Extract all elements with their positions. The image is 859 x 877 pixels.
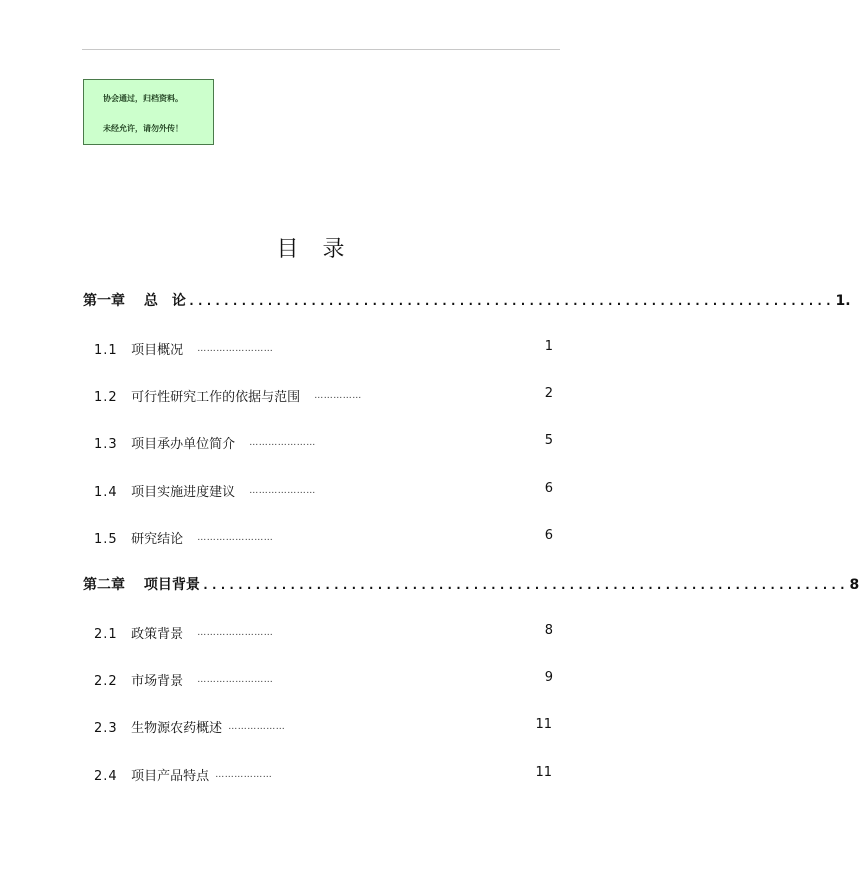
chapter-page: 1.	[835, 293, 851, 309]
section-page: 6	[544, 528, 553, 543]
leader-dots: ……………………	[197, 675, 274, 685]
chapter-label: 第一章 总 论	[83, 293, 186, 309]
toc-section-2-1[interactable]	[94, 623, 273, 643]
section-page: 8	[544, 623, 553, 638]
toc-section-1-2[interactable]	[94, 386, 362, 406]
stamp-line-1: 协会通过，归档资料。	[103, 94, 183, 103]
section-number: 2.4	[94, 769, 118, 784]
chapter-label: 第二章 项目背景	[83, 577, 200, 593]
leader-dots: ……………………	[197, 533, 274, 543]
toc-section-1-4[interactable]	[94, 481, 316, 501]
chapter-page: 8	[849, 577, 859, 593]
toc-section-2-2[interactable]	[94, 670, 273, 690]
toc-chapter-2[interactable]	[83, 574, 859, 594]
section-page: 5	[544, 433, 553, 448]
header-rule	[82, 49, 560, 50]
section-number: 1.4	[94, 485, 118, 500]
leader-dots: …………………	[249, 486, 316, 496]
section-number: 2.2	[94, 674, 118, 689]
section-number: 1.1	[94, 343, 118, 358]
toc-title: 目录	[276, 237, 369, 262]
section-number: 1.2	[94, 390, 118, 405]
section-page: 1	[544, 339, 553, 354]
section-number: 2.3	[94, 721, 118, 736]
toc-chapter-1[interactable]	[83, 290, 851, 310]
leader-dots: ………………	[215, 770, 273, 780]
leader-dots: ..........................................................................	[187, 294, 834, 308]
section-title: 项目承办单位简介	[131, 437, 236, 452]
toc-section-1-3[interactable]	[94, 433, 316, 453]
section-page: 11	[535, 717, 552, 732]
section-title: 生物源农药概述	[131, 721, 223, 736]
leader-dots: ………………	[228, 722, 286, 732]
section-number: 1.5	[94, 532, 118, 547]
section-title: 项目产品特点	[131, 769, 210, 784]
leader-dots: ..........................................................................	[201, 578, 848, 592]
section-title: 政策背景	[131, 627, 184, 642]
section-page: 11	[535, 765, 552, 780]
archive-stamp	[83, 79, 214, 145]
leader-dots: ……………	[314, 391, 362, 401]
toc-section-2-4[interactable]	[94, 765, 272, 785]
toc-section-1-1[interactable]	[94, 339, 273, 359]
section-title: 研究结论	[131, 532, 184, 547]
section-title: 可行性研究工作的依据与范围	[131, 390, 301, 405]
leader-dots: ……………………	[197, 628, 274, 638]
section-number: 2.1	[94, 627, 118, 642]
leader-dots: ……………………	[197, 344, 274, 354]
toc-section-1-5[interactable]	[94, 528, 273, 548]
section-page: 2	[544, 386, 553, 401]
section-title: 项目实施进度建议	[131, 485, 236, 500]
leader-dots: …………………	[249, 438, 316, 448]
section-page: 9	[544, 670, 553, 685]
section-number: 1.3	[94, 437, 118, 452]
section-title: 市场背景	[131, 674, 184, 689]
toc-section-2-3[interactable]	[94, 717, 285, 737]
section-title: 项目概况	[131, 343, 184, 358]
stamp-line-2: 未经允许，请勿外传！	[103, 124, 183, 133]
section-page: 6	[544, 481, 553, 496]
